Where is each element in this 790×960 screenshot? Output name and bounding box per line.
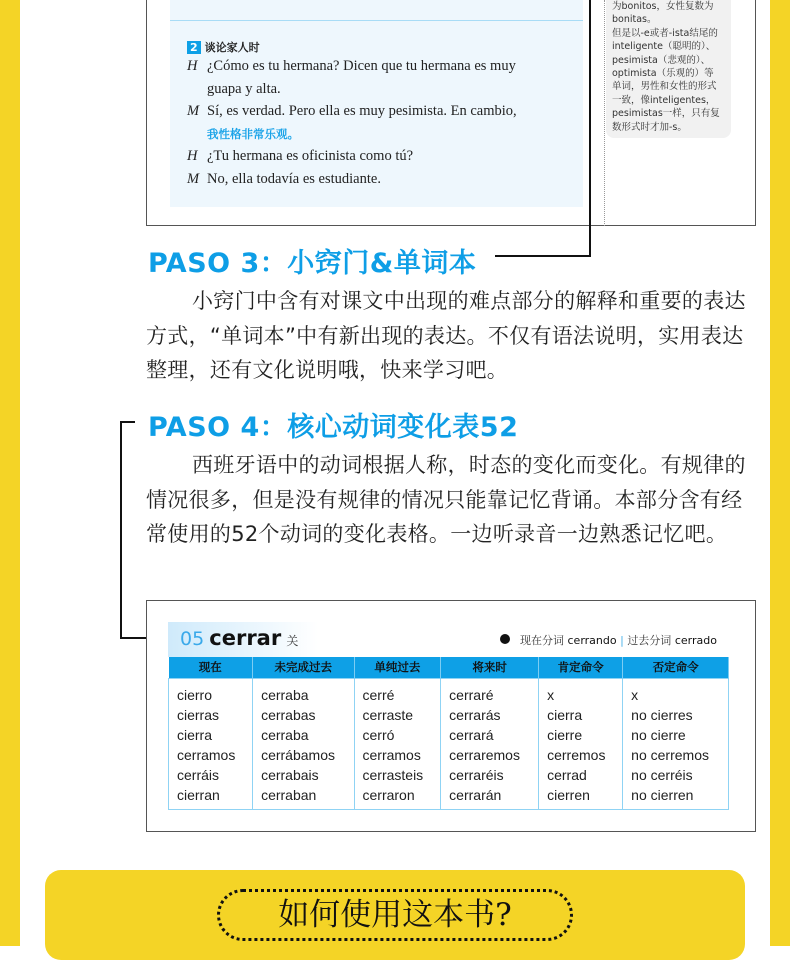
conjugation-cell: cerrabais bbox=[261, 766, 319, 783]
note-line: 数形式时才加-s。 bbox=[612, 121, 687, 133]
note-line: pesimista（悲观的）、 bbox=[612, 54, 711, 66]
conjugation-cell: cierras bbox=[177, 706, 220, 723]
column-header: 单纯过去 bbox=[354, 657, 441, 678]
conjugation-cell: cierra bbox=[547, 706, 583, 723]
connector-line bbox=[495, 255, 591, 257]
column-header: 否定命令 bbox=[623, 657, 729, 678]
yellow-border-right bbox=[770, 0, 790, 946]
connector-line bbox=[120, 421, 135, 423]
section-title: 谈论家人时 bbox=[204, 41, 260, 54]
note-line: bonitas。 bbox=[612, 14, 657, 26]
conjugation-cell: cerraron bbox=[362, 786, 415, 803]
conjugation-cell: cerrarán bbox=[449, 786, 502, 803]
conjugation-cell: cerráis bbox=[177, 766, 220, 783]
note-line: 但是以-e或者-ista结尾的 bbox=[612, 27, 718, 39]
conjugation-cell: cierren bbox=[547, 786, 590, 803]
conjugation-cell: cerrabas bbox=[261, 706, 316, 723]
conjugation-column bbox=[539, 678, 623, 809]
section-title-pill: 如何使用这本书? bbox=[217, 889, 573, 941]
conjugation-cell: cerrad bbox=[547, 766, 587, 783]
paso4-text: 西班牙语中的动词根据人称，时态的变化而变化。有规律的情况很多，但是没有规律的情况只能靠记忆背诵。本部分含有经常使用的52个动词的变化表格。一边听录音一边熟悉记忆吧。 bbox=[146, 453, 746, 546]
conjugation-cell: no cierre bbox=[631, 726, 686, 743]
conjugation-column bbox=[441, 678, 539, 809]
conjugation-column bbox=[169, 678, 253, 809]
paso3-heading: PASO 3：小窍门&单词本 bbox=[148, 248, 477, 279]
paso4-heading: PASO 4：核心动词变化表52 bbox=[148, 412, 519, 443]
note-line: inteligente（聪明的）、 bbox=[612, 41, 716, 53]
dialog-line: M Sí, es verdad. Pero ella es muy pesimista. En cambio, bbox=[187, 103, 517, 119]
conjugation-cell: cierre bbox=[547, 726, 583, 743]
conjugation-cell: cerraréis bbox=[449, 766, 504, 783]
conjugation-cell: cerrará bbox=[449, 726, 494, 743]
tip-note bbox=[606, 0, 731, 138]
verb-title: 05 cerrar 关 bbox=[180, 626, 299, 650]
dialog-line: H ¿Cómo es tu hermana? Dicen que tu hermana es muy bbox=[187, 58, 516, 74]
dialog-line: 我性格非常乐观。 bbox=[207, 126, 299, 141]
paso3-text: 小窍门中含有对课文中出现的难点部分的解释和重要的表达方式，“单词本”中有新出现的表达。不仅有语法说明，实用表达整理，还有文化说明哦，快来学习吧。 bbox=[146, 289, 746, 382]
connector-line bbox=[120, 421, 122, 639]
participles: 现在分词 cerrando | 过去分词 cerrado bbox=[520, 634, 717, 647]
column-header: 肯定命令 bbox=[539, 657, 623, 678]
conjugation-cell: cerraba bbox=[261, 686, 309, 703]
conjugation-cell: cerraré bbox=[449, 686, 494, 703]
section-number: 2 bbox=[187, 41, 201, 54]
conjugation-column bbox=[623, 678, 729, 809]
conjugation-cell: cerraba bbox=[261, 726, 309, 743]
conjugation-cell: cerramos bbox=[362, 746, 421, 763]
dialog-line: H ¿Tu hermana es oficinista como tú? bbox=[187, 148, 414, 164]
conjugation-cell: no cierren bbox=[631, 786, 694, 803]
conjugation-cell: cerramos bbox=[177, 746, 236, 763]
connector-line bbox=[589, 0, 591, 257]
conjugation-cell: no cerremos bbox=[631, 746, 709, 763]
conjugation-cell: cerró bbox=[362, 726, 395, 743]
conjugation-column bbox=[354, 678, 441, 809]
conjugation-cell: cerrarás bbox=[449, 706, 501, 723]
conjugation-cell: cierro bbox=[177, 686, 213, 703]
column-header: 将来时 bbox=[441, 657, 539, 678]
conjugation-cell: cerremos bbox=[547, 746, 606, 763]
column-header: 现在 bbox=[169, 657, 253, 678]
conjugation-cell: cerré bbox=[362, 686, 395, 703]
conjugation-cell: cerrábamos bbox=[261, 746, 335, 763]
dotted-divider bbox=[604, 0, 605, 226]
conjugation-cell: no cierres bbox=[631, 706, 693, 723]
conjugation-cell: cerrasteis bbox=[362, 766, 424, 783]
note-line: optimista（乐观的）等 bbox=[612, 68, 714, 80]
conjugation-table bbox=[168, 657, 729, 810]
conjugation-cell: cerraremos bbox=[449, 746, 520, 763]
conjugation-cell: x bbox=[547, 686, 555, 703]
note-line: 为bonitos，女性复数为 bbox=[612, 1, 714, 12]
conjugation-cell: cierran bbox=[177, 786, 220, 803]
conjugation-cell: cierra bbox=[177, 726, 213, 743]
conjugation-column bbox=[253, 678, 354, 809]
connector-dot bbox=[500, 634, 510, 644]
note-line: pesimistas一样，只有复 bbox=[612, 108, 720, 120]
conjugation-cell: x bbox=[631, 686, 639, 703]
dialog-line: M No, ella todavía es estudiante. bbox=[187, 170, 381, 187]
column-header: 未完成过去 bbox=[253, 657, 354, 678]
conjugation-cell: cerraste bbox=[362, 706, 414, 723]
dialog-line: guapa y alta. bbox=[207, 80, 281, 97]
dialog-panel bbox=[170, 0, 583, 207]
note-line: 一致，像inteligentes， bbox=[612, 94, 716, 106]
conjugation-cell: no cerréis bbox=[631, 766, 693, 783]
note-line: 单词，男性和女性的形式 bbox=[612, 81, 717, 93]
conjugation-cell: cerraban bbox=[261, 786, 317, 803]
yellow-border-left bbox=[0, 0, 20, 946]
